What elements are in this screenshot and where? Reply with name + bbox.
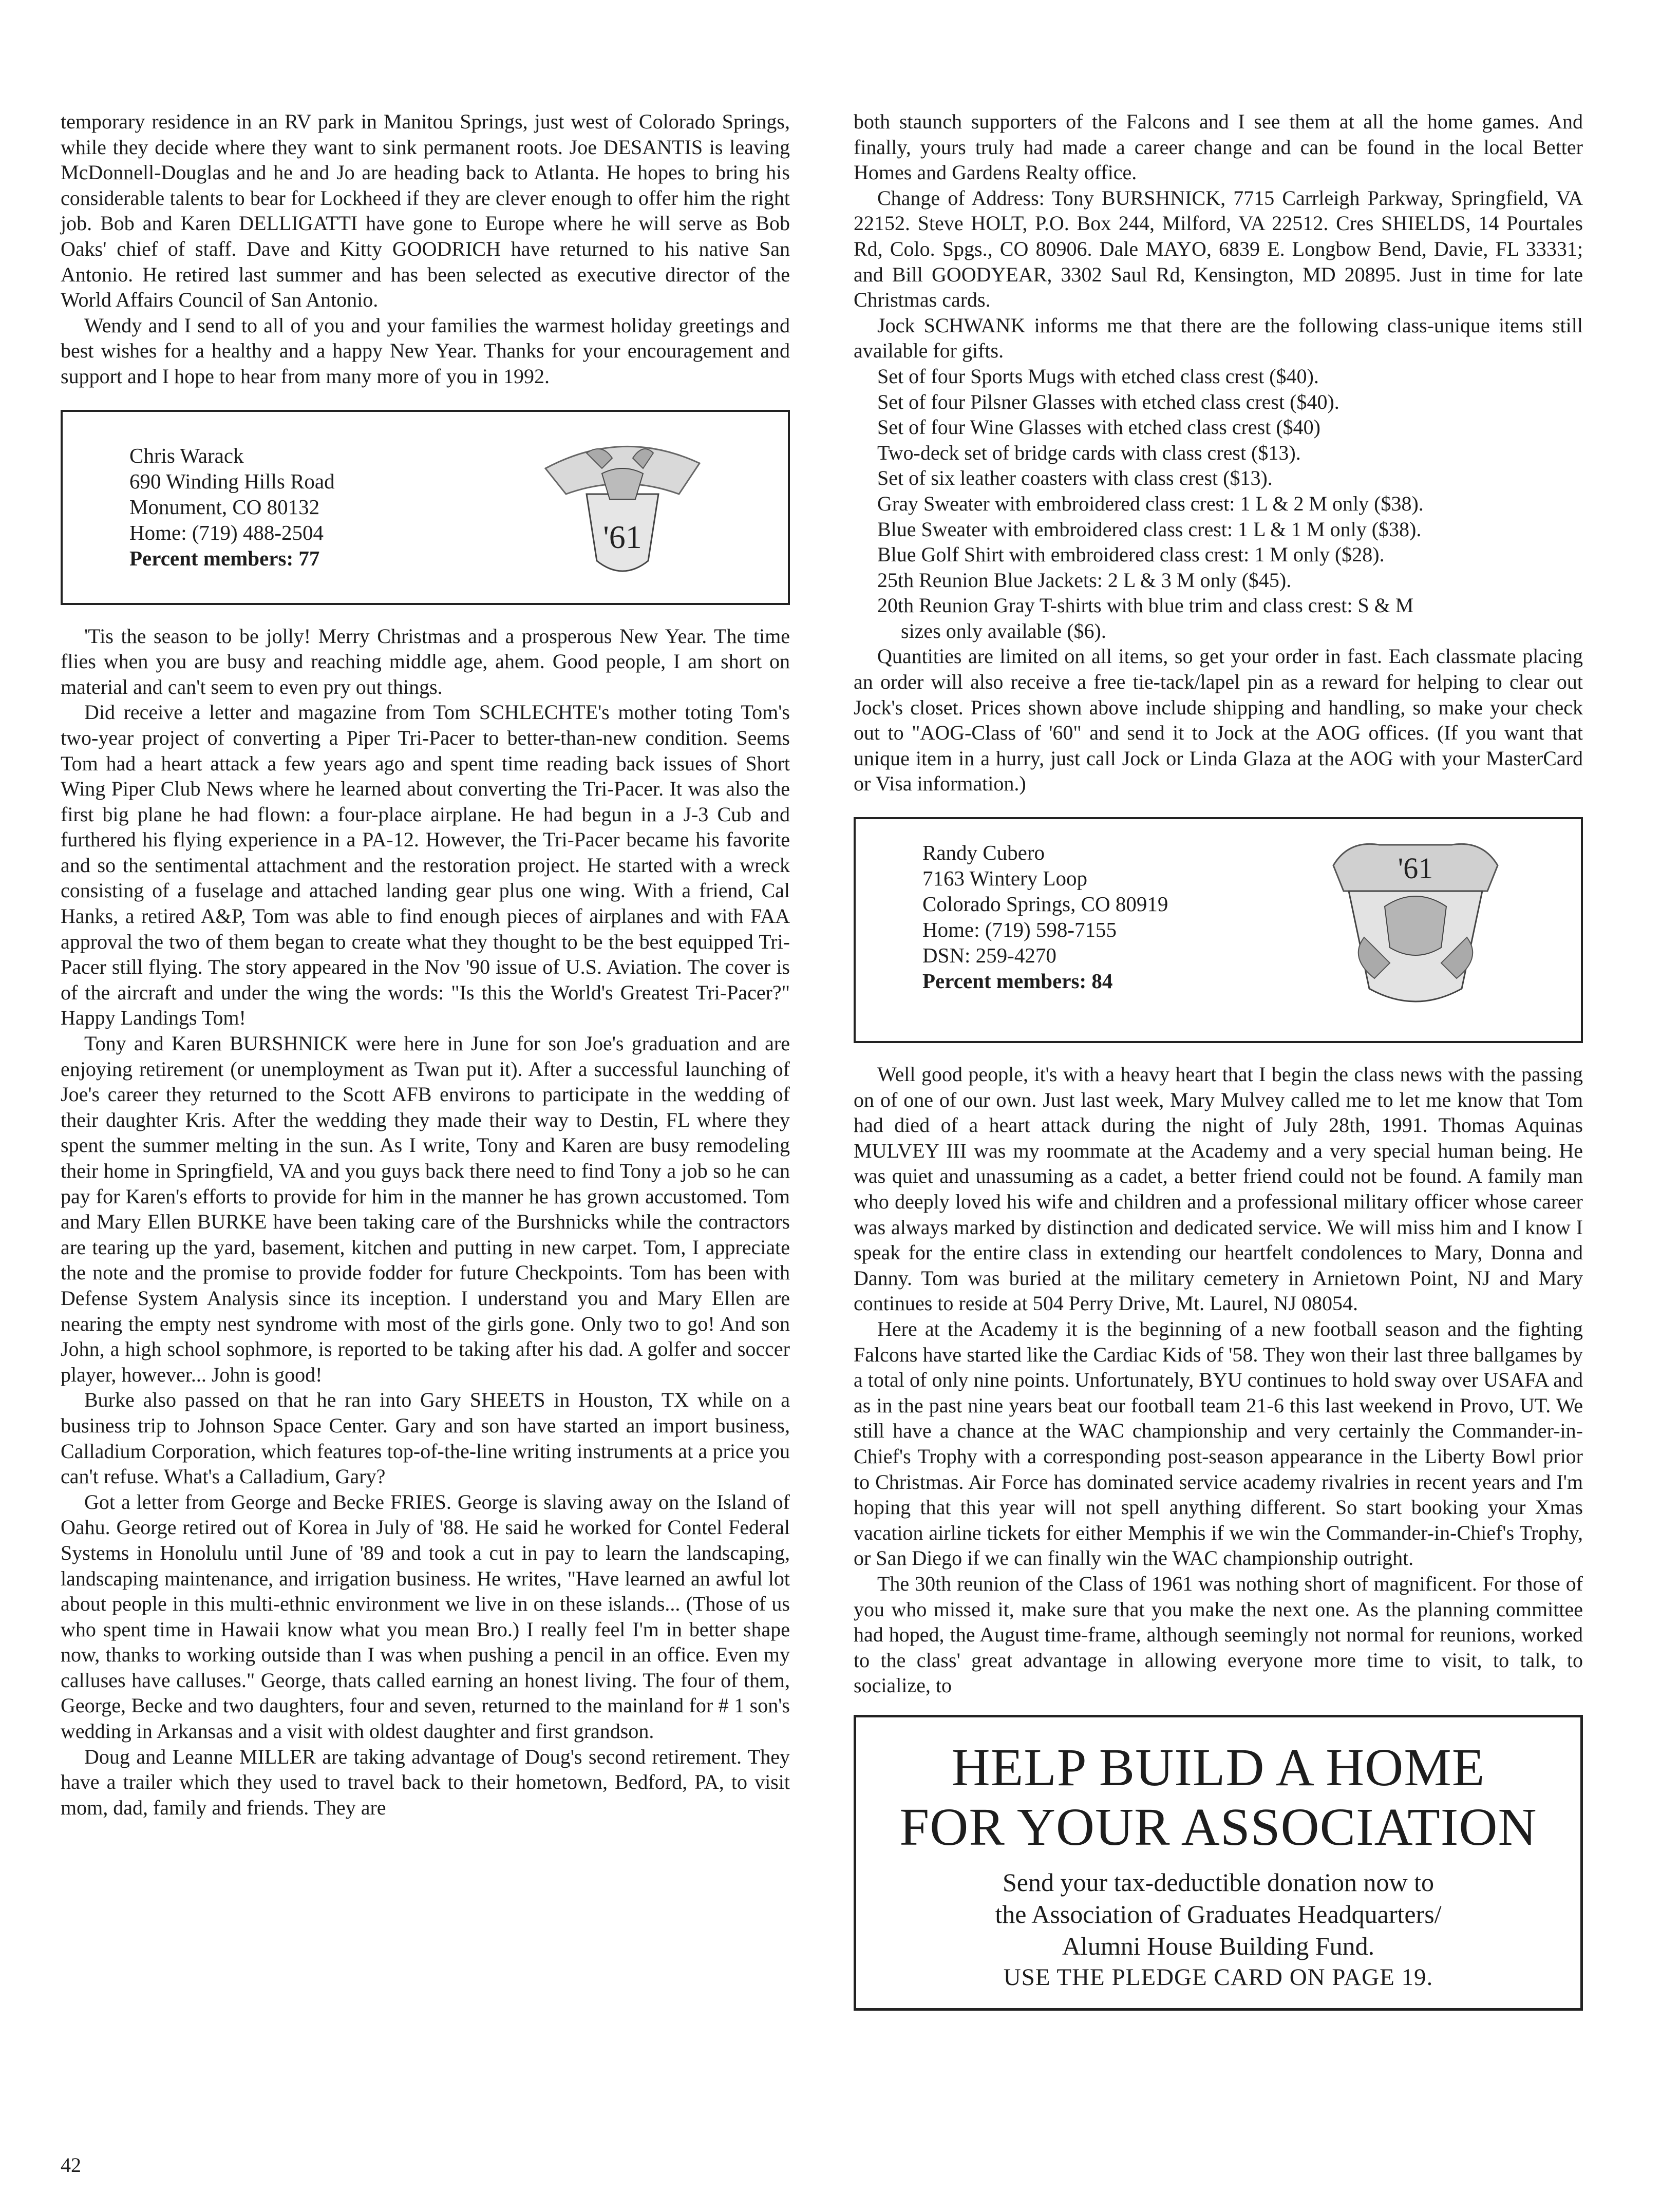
contact-phone: Home: (719) 598-7155 xyxy=(922,918,1117,942)
contact-name: Chris Warack xyxy=(129,443,244,467)
miller-paragraph: Doug and Leanne MILLER are taking advantage of Doug's second retirement. They have a trailer which they used to travel back to their hometown, Bedford, PA, to visit mom, dad, family and friends. They are xyxy=(61,1745,790,1819)
sheets-paragraph: Burke also passed on that he ran into Gary SHEETS in Houston, TX while on a business trip to Johnson Space Center. Gary and son have started an import business, Calladium Corporation, which features top-of-the-line writing instruments at a price you can't refuse. What's a Calladium, Gary? xyxy=(61,1388,790,1488)
contact-phone: Home: (719) 488-2504 xyxy=(129,520,324,544)
list-item: Set of four Wine Glasses with etched class crest ($40) xyxy=(877,415,1320,439)
falcons-supporters-paragraph: both staunch supporters of the Falcons and I see them at all the home games. And finally, yours truly had made a career change and can be found in the local Better Homes and Gardens Realty office. xyxy=(854,110,1583,184)
list-item: Blue Sweater with embroidered class crest: 1 L & 1 M only ($38). xyxy=(877,517,1422,541)
list-item-line: 20th Reunion Gray T-shirts with blue trim and class crest: S & M xyxy=(877,594,1414,617)
class-items-list xyxy=(854,364,1583,644)
list-item: Blue Golf Shirt with embroidered class crest: 1 M only ($28). xyxy=(877,543,1385,566)
ad-headline-line1: HELP BUILD A HOME xyxy=(951,1737,1485,1797)
quantities-paragraph: Quantities are limited on all items, so get your order in fast. Each classmate placing an order will also receive a free tie-tack/lapel pin as a reward for helping to clear out Jock's closet. Prices shown above include shipping and handling, so make your check out to "AOG-Class of '60" and send it to Jock at the AOG offices. (If you want that unique item in a hurry, just call Jock or Linda Glaza at the AOG with your MasterCard or Visa information.) xyxy=(854,645,1583,796)
contact-address xyxy=(922,840,1168,994)
list-item: Set of four Sports Mugs with etched class crest ($40). xyxy=(877,364,1319,388)
contact-street: 7163 Wintery Loop xyxy=(922,866,1087,891)
contact-city: Monument, CO 80132 xyxy=(129,495,320,519)
holiday-greeting-paragraph: Wendy and I send to all of you and your families the warmest holiday greetings and best wishes for a healthy and a happy New Year. Thanks for your encouragement and support and I hope to hear from many more of you in 1992. xyxy=(61,313,790,388)
ad-headline-line2: FOR YOUR ASSOCIATION xyxy=(899,1797,1537,1857)
list-item xyxy=(854,593,1583,644)
reunion-paragraph: The 30th reunion of the Class of 1961 was nothing short of magnificent. For those of you who missed it, make sure that you make the next one. As the planning committee had hoped, the August time-frame, although seemingly not normal for reunions, worked to the class' great advantage in allowing everyone more time to visit, to talk, to socialize, to xyxy=(854,1572,1583,1697)
contact-name: Randy Cubero xyxy=(922,841,1045,865)
right-column xyxy=(854,109,1583,2011)
intro-paragraph: temporary residence in an RV park in Manitou Springs, just west of Colorado Springs, while they decide where they want to sink permanent roots. Joe DESANTIS is leaving McDonnell-Douglas and he and Jo are heading back to Atlanta. He hopes to bring his considerable talents to bear for Lockheed if they are clever enough to offer him the right job. Bob and Karen DELLIGATTI have gone to Europe where he will serve as Bob Oaks' chief of staff. Dave and Kitty GOODRICH have returned to his native San Antonio. He retired last summer and has been selected as executive director of the World Affairs Council of San Antonio. xyxy=(61,110,790,312)
class-contact-box xyxy=(854,817,1583,1043)
contact-address xyxy=(129,443,335,571)
contact-percent-members: Percent members: 84 xyxy=(922,969,1113,993)
donation-ad-box xyxy=(854,1715,1583,2011)
list-item: Set of four Pilsner Glasses with etched class crest ($40). xyxy=(877,390,1339,413)
burshnick-paragraph: Tony and Karen BURSHNICK were here in June for son Joe's graduation and are enjoying retirement (or unemployment as Twan put it). After a successful launching of Joe's career they returned to the Scott AFB environs to participate in the wedding of their daughter Kris. After the wedding they made their way to Destin, FL where they spent the summer melting in the sun. As I write, Tony and Karen are busy remodeling their home in Springfield, VA and you guys back there need to find Tony a job so he can pay for Karen's efforts to provide for him in the manner he has grown accustomed. Tom and Mary Ellen BURKE have been taking care of the Burshnicks while the contractors are tearing up the yard, basement, kitchen and putting in new carpet. Tom, I appreciate the note and the promise to provide fodder for future Checkpoints. Tom has been with Defense System Analysis since its inception. I understand you and Mary Ellen are nearing the empty nest syndrome with most of the girls gone. Only two to go! And son John, a high school sophmore, is reported to be taking after his dad. A golfer and soccer player, however... John is good! xyxy=(61,1032,790,1386)
left-column xyxy=(61,109,790,1820)
ad-body-line1: Send your tax-deductible donation now to xyxy=(1002,1867,1434,1897)
page-number: 42 xyxy=(61,2153,81,2177)
change-of-address-paragraph: Change of Address: Tony BURSHNICK, 7715 Carrleigh Parkway, Springfield, VA 22152. Steve HOLT, P.O. Box 244, Milford, VA 22512. Cres SHIELDS, 14 Pourtales Rd, Colo. Spgs., CO 80906. Dale MAYO, 6839 E. Longbow Bend, Davie, FL 33331; and Bill GOODYEAR, 3302 Saul Rd, Kensington, MD 20895. Just in time for late Christmas cards. xyxy=(854,186,1583,312)
season-paragraph: 'Tis the season to be jolly! Merry Christmas and a prosperous New Year. The time flies when you are busy and reaching middle age, ahem. Good people, I am short on material and can't seem to even pry out things. xyxy=(61,624,790,698)
ad-body xyxy=(866,1866,1570,1962)
crest-year-text: '61 xyxy=(1398,852,1433,885)
schlechte-paragraph: Did receive a letter and magazine from Tom SCHLECHTE's mother toting Tom's two-year project of converting a Piper Tri-Pacer to better-than-new condition. Seems Tom had a heart attack a few years ago and spent time reading back issues of Short Wing Piper Club News where he learned about converting the Tri-Pacer. It was also the first big plane he had flown: a four-place airplane. He had begun in a J-3 Cub and furthered his flying experience in a PA-12. However, the Tri-Pacer became his favorite and so the sentimental attachment and the restoration project. He started with a wreck consisting of a fuselage and attached landing gear plus one wing. With a friend, Cal Hanks, a retired A&P, Tom was able to find enough pieces of airplanes and with FAA approval the two of them began to create what they thought to be the best equipped Tri-Pacer still flying. The story appeared in the Nov '90 issue of U.S. Aviation. The cover is of the aircraft and under the wing the words: "Is this the World's Greatest Tri-Pacer?" Happy Landings Tom! xyxy=(61,701,790,1030)
contact-street: 690 Winding Hills Road xyxy=(129,469,335,493)
contact-city: Colorado Springs, CO 80919 xyxy=(922,892,1168,916)
list-item-line: sizes only available ($6). xyxy=(901,619,1106,642)
schwank-items-paragraph: Jock SCHWANK informs me that there are the following class-unique items still available for gifts. xyxy=(854,313,1583,363)
list-item: 25th Reunion Blue Jackets: 2 L & 3 M only ($45). xyxy=(877,568,1292,592)
ad-pledge-line: USE THE PLEDGE CARD ON PAGE 19. xyxy=(1003,1963,1433,1991)
contact-percent-members: Percent members: 77 xyxy=(129,546,320,570)
ad-body-line2: the Association of Graduates Headquarters/ xyxy=(995,1899,1442,1929)
ad-body-line3: Alumni House Building Fund. xyxy=(1062,1931,1375,1960)
class-crest-icon xyxy=(525,432,720,587)
contact-dsn: DSN: 259-4270 xyxy=(922,943,1056,968)
list-item: Set of six leather coasters with class crest ($13). xyxy=(877,466,1273,490)
fries-paragraph: Got a letter from George and Becke FRIES. George is slaving away on the Island of Oahu. George retired out of Korea in July of '88. He said he worked for Contel Federal Systems in Honolulu until June of '89 and took a cut in pay to learn the landscaping, landscaping maintenance, and irrigation business. He writes, "Have learned an awful lot about people in this multi-ethnic environment we live in on these islands... (Those of us who spent time in Hawaii know what you mean Bro.) I really feel I'm in better shape now, thanks to working outside than I was when pushing a pencil in an office. Even my calluses have calluses." George, thats called earning an honest living. The four of them, George, Becke and two daughters, four and seven, returned to the mainland for # 1 son's wedding in Arkansas and a visit with oldest daughter and first grandson. xyxy=(61,1490,790,1743)
list-item: Gray Sweater with embroidered class crest: 1 L & 2 M only ($38). xyxy=(877,491,1424,515)
class-contact-box xyxy=(61,410,790,605)
list-item: Two-deck set of bridge cards with class crest ($13). xyxy=(877,441,1301,464)
crest-year-text: '61 xyxy=(603,518,642,555)
class-crest-icon xyxy=(1318,835,1513,1019)
football-paragraph: Here at the Academy it is the beginning of a new football season and the fighting Falcons have started like the Cardiac Kids of '58. They won their last three ballgames by a total of only nine points. Unfortunately, BYU continues to hold sway over USAFA and as in the past nine years beat our football team 21-6 this last weekend in Provo, UT. We still have a chance at the WAC championship and very certainly the Commander-in-Chief's Trophy with a corresponding post-season appearance in the Liberty Bowl prior to Christmas. Air Force has dominated service academy rivalries in recent years and I'm hoping that this year will not spell anything different. So start booking your Xmas vacation airline tickets for either Memphis if we win the Commander-in-Chief's Trophy, or San Diego if we can finally win the WAC championship outright. xyxy=(854,1317,1583,1570)
mulvey-paragraph: Well good people, it's with a heavy heart that I begin the class news with the passing on of one of our own. Just last week, Mary Mulvey called me to let me know that Tom had died of a heart attack during the night of July 28th, 1991. Thomas Aquinas MULVEY III was my roommate at the Academy and a very special human being. He was quiet and unassuming as a cadet, a better friend could not be found. A family man who deeply loved his wife and children and a professional military officer whose career was always marked by distinction and dedicated service. We will miss him and I know I speak for the entire class in extending our heartfelt condolences to Mary, Donna and Danny. Tom was buried at the military cemetery in Arnietown Point, NJ and Mary continues to reside at 504 Perry Drive, Mt. Laurel, NJ 08054. xyxy=(854,1063,1583,1315)
